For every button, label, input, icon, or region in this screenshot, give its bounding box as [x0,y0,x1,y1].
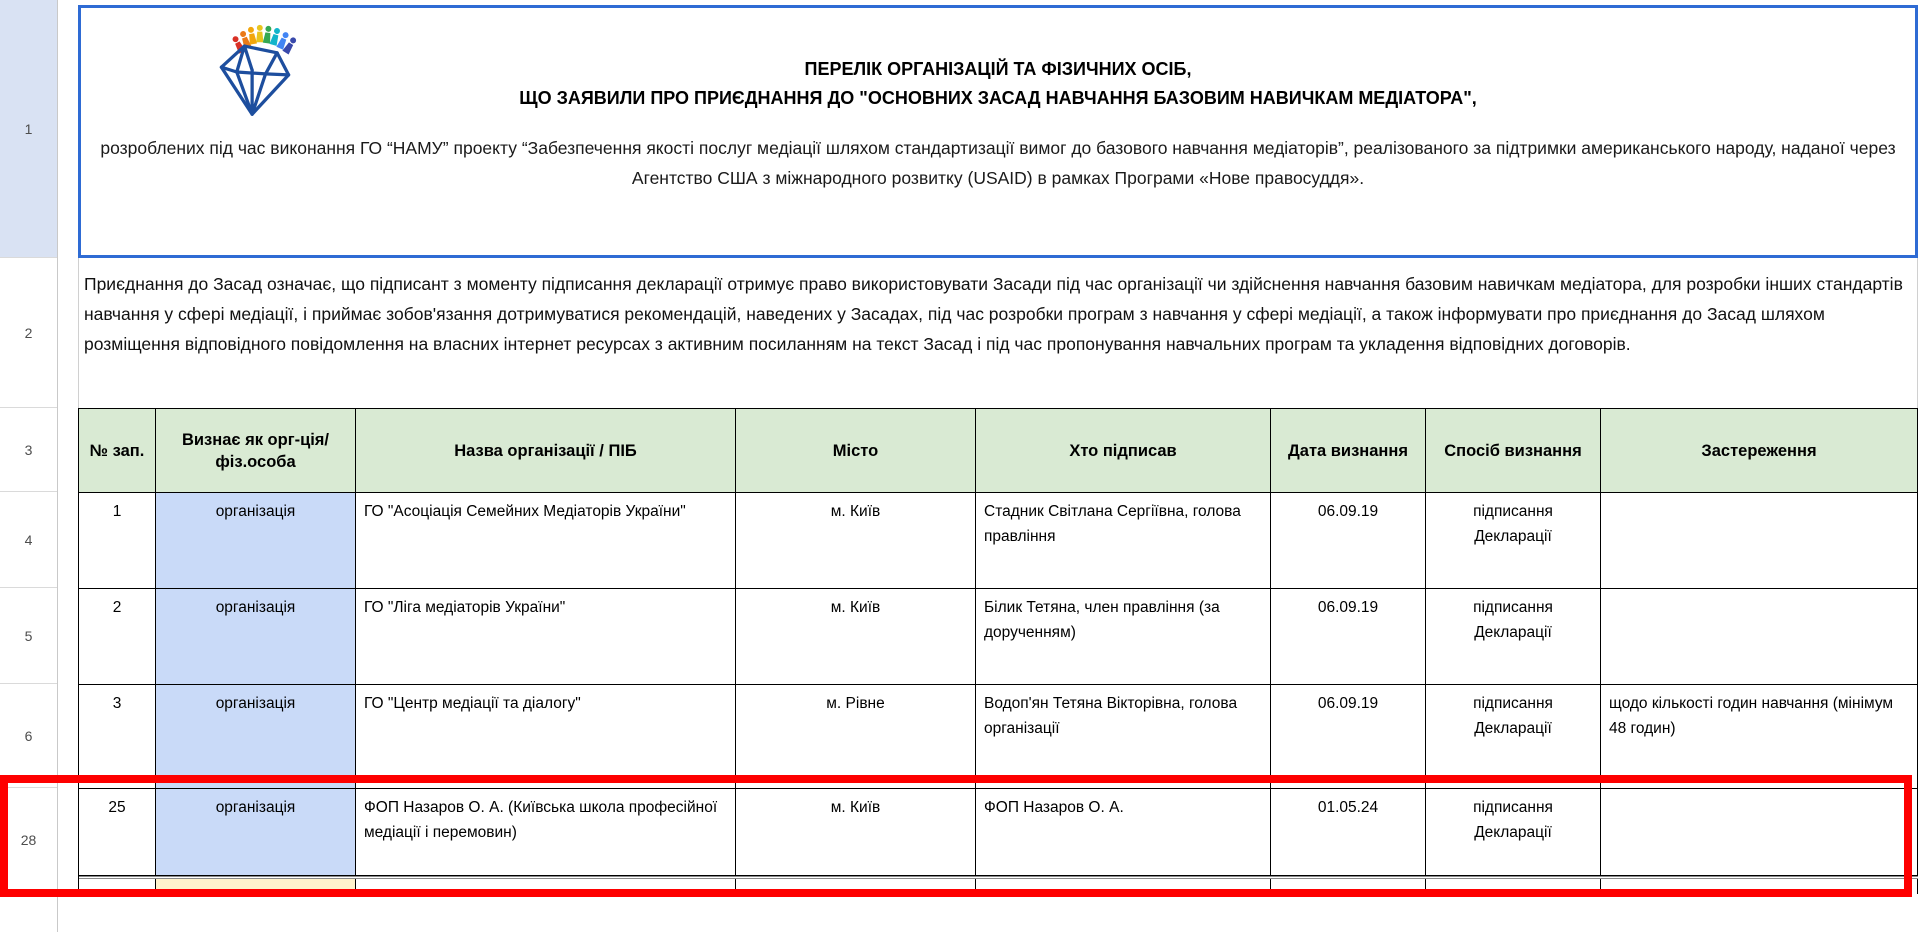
banner-subtitle: розроблених під час виконання ГО “НАМУ” проекту “Забезпечення якості послуг медіації шляхом стандартизації вимог до базового навчання медіаторів”, реалізованого за підтримки американського народу, наданої через Агентство США з міжнародного розвитку (USAID) в рамках Програми «Нове правосуддя». [100,138,1896,188]
row-header-6[interactable]: 6 [0,684,57,788]
cell-date[interactable]: 06.09.19 [1271,589,1426,685]
col-header-note[interactable]: Застереження [1601,409,1918,493]
row-header-3[interactable]: 3 [0,408,57,492]
cell-date[interactable]: 01.05.24 [1271,789,1426,876]
cell-signer[interactable]: ФОП Назаров О. А. [976,789,1271,876]
cell-signer[interactable]: Водоп'ян Тетяна Вікторівна, голова організації [976,685,1271,789]
table-row [79,493,1918,589]
cell-type[interactable]: організація [156,493,356,589]
col-header-date[interactable]: Дата визнання [1271,409,1426,493]
cell-method[interactable]: підписання Декларації [1426,493,1601,589]
intro-paragraph-cell[interactable]: Приєднання до Засад означає, що підписант з моменту підписання декларації отримує право використовувати Засади під час організації чи здійснення навчання базовим навичкам медіатора, для розробки інших стандартів навчання у сфері медіації, і приймає зобов'язання дотримуватися рекомендацій, наведених у Засадах, під час розробки програм з навчання у сфері медіації, а також інформувати про приєднання до Засад шляхом розміщення відповідного повідомлення на власних інтернет ресурсах з активним посиланням на текст Засад і під час пропонування навчальних програм та укладення відповідних договорів. [78,258,1918,408]
cell-signer[interactable]: Білик Тетяна, член правління (за дорученням) [976,589,1271,685]
cell-num[interactable]: 3 [79,685,156,789]
row-header-2[interactable]: 2 [0,258,57,408]
cell-num[interactable] [79,879,156,894]
cell-note[interactable]: щодо кількості годин навчання (мінімум 48 годин) [1601,685,1918,789]
table-header-row [79,409,1918,493]
cell-signer[interactable] [976,879,1271,894]
banner-title-line2: ЩО ЗАЯВИЛИ ПРО ПРИЄДНАННЯ ДО "ОСНОВНИХ ЗАСАД НАВЧАННЯ БАЗОВИМ НАВИЧКАМ МЕДІАТОРА", [519,88,1477,108]
cell-date[interactable] [1271,879,1426,894]
banner-title-line1: ПЕРЕЛІК ОРГАНІЗАЦІЙ ТА ФІЗИЧНИХ ОСІБ, [804,59,1192,79]
table-row [79,589,1918,685]
cell-num[interactable]: 2 [79,589,156,685]
cell-type[interactable]: організація [156,589,356,685]
cell-city[interactable]: м. Київ [736,789,976,876]
col-header-city[interactable]: Місто [736,409,976,493]
cell-type[interactable]: організація [156,685,356,789]
col-header-signer[interactable]: Хто підписав [976,409,1271,493]
col-header-method[interactable]: Спосіб визнання [1426,409,1601,493]
col-header-name[interactable]: Назва організації / ПІБ [356,409,736,493]
row-number-gutter [0,0,58,932]
table-row [79,685,1918,789]
cell-name[interactable] [356,879,736,894]
cell-date[interactable]: 06.09.19 [1271,685,1426,789]
cell-num[interactable]: 1 [79,493,156,589]
row-header-4[interactable]: 4 [0,492,57,588]
cell-city[interactable]: м. Київ [736,493,976,589]
cell-note[interactable] [1601,589,1918,685]
cell-city[interactable]: м. Рівне [736,685,976,789]
cell-type[interactable]: організація [156,789,356,876]
cell-signer[interactable]: Стадник Світлана Сергіївна, голова правління [976,493,1271,589]
cell-city[interactable]: м. Київ [736,589,976,685]
table-row-highlighted [79,789,1918,876]
cell-method[interactable] [1426,879,1601,894]
row-header-5[interactable]: 5 [0,588,57,684]
title-banner-cell[interactable] [78,5,1918,258]
row-header-1[interactable]: 1 [0,0,57,258]
col-header-num[interactable]: № зап. [79,409,156,493]
cell-date[interactable]: 06.09.19 [1271,493,1426,589]
cell-type[interactable] [156,879,356,894]
cell-name[interactable]: ФОП Назаров О. А. (Київська школа професійної медіації і перемовин) [356,789,736,876]
cell-method[interactable]: підписання Декларації [1426,589,1601,685]
col-header-type[interactable]: Визнає як орг-ція/фіз.особа [156,409,356,493]
cell-name[interactable]: ГО "Ліга медіаторів України" [356,589,736,685]
table-row-partial [79,876,1918,894]
cell-note[interactable] [1601,789,1918,876]
cell-num[interactable]: 25 [79,789,156,876]
cell-method[interactable]: підписання Декларації [1426,685,1601,789]
cell-method[interactable]: підписання Декларації [1426,789,1601,876]
registry-table [78,408,1918,894]
cell-note[interactable] [1601,879,1918,894]
banner-title [81,55,1915,113]
cell-city[interactable] [736,879,976,894]
row-header-28[interactable]: 28 [0,788,57,892]
cell-note[interactable] [1601,493,1918,589]
cell-name[interactable]: ГО "Асоціація Семейних Медіаторів України" [356,493,736,589]
cell-name[interactable]: ГО "Центр медіації та діалогу" [356,685,736,789]
